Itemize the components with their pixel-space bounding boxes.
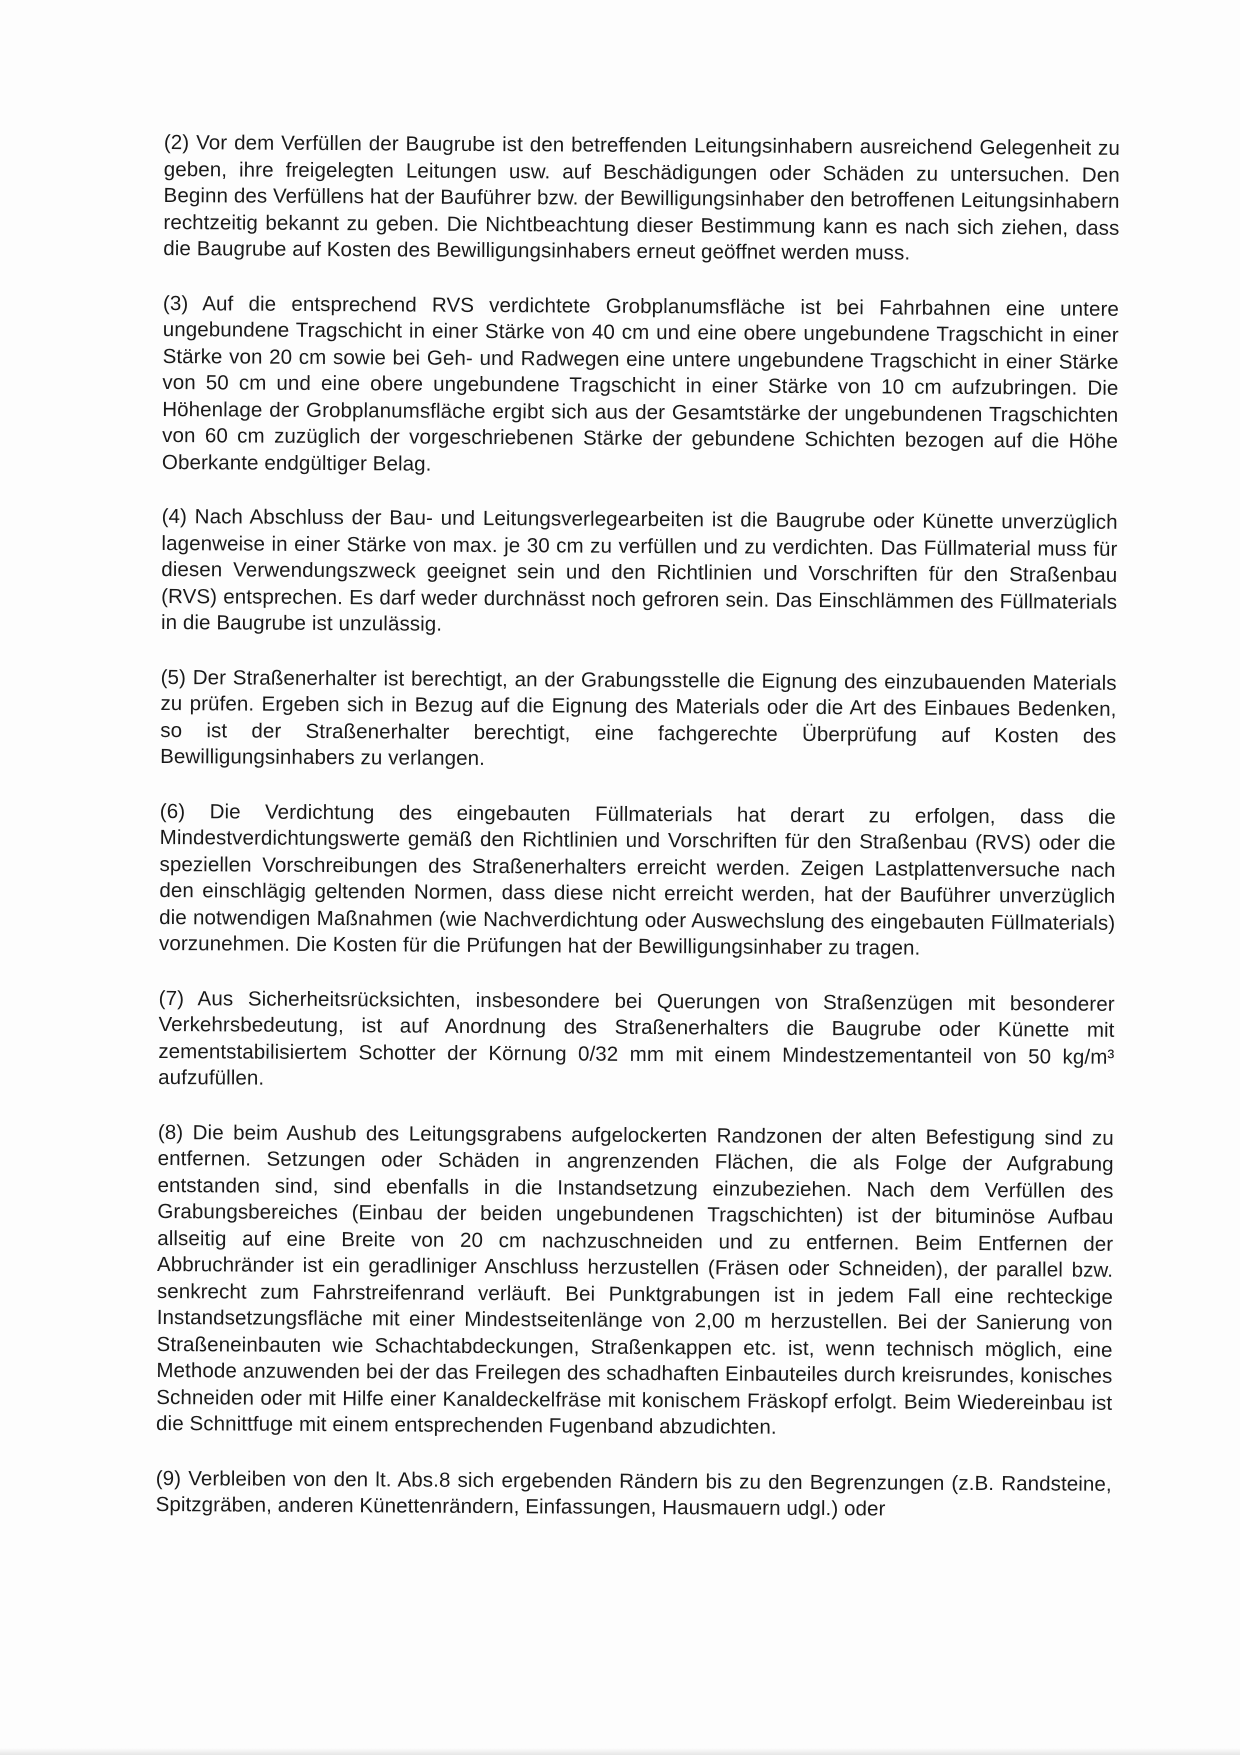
document-body (156, 130, 1120, 1524)
paragraph-3: (3) Auf die entsprechend RVS verdichtete Grobplanumsfläche ist bei Fahrbahnen eine untere ungebundene Tragschicht in einer Stärke von 40 cm und eine obere ungebundene Tragschicht in einer Stärke von 20 cm sowie bei Geh- und Radwegen eine untere ungebundene Tragschicht in einer Stärke von 50 cm und eine obere ungebundene Tragschicht in einer Stärke von 10 cm aufzubringen. Die Höhenlage der Grobplanumsfläche ergibt sich aus der Gesamtstärke der ungebundenen Tragschichten von 60 cm zuzüglich der vorgeschriebenen Stärke der gebundene Schichten bezogen auf die Höhe Oberkante endgültiger Belag. (161, 291, 1119, 476)
paragraph-6: (6) Die Verdichtung des eingebauten Füllmaterials hat derart zu erfolgen, dass die Mindestverdichtungswerte gemäß den Richtlinien und Vorschriften für den Straßenbau (RVS) oder die speziellen Vorschreibungen des Straßenerhalters erreicht werden. Zeigen Lastplattenversuche nach den einschlägig geltenden Normen, dass diese nicht erreicht werden, hat der Bauführer unverzüglich die notwendigen Maßnahmen (wie Nachverdichtung oder Auswechslung des eingebauten Füllmaterials) vorzunehmen. Die Kosten für die Prüfungen hat der Bewilligungsinhaber zu tragen. (158, 799, 1116, 960)
scan-bottom-edge (0, 1748, 1240, 1755)
paragraph-4: (4) Nach Abschluss der Bau- und Leitungsverlegearbeiten ist die Baugrube oder Künette unverzüglich lagenweise in einer Stärke von max. je 30 cm zu verfüllen und zu verdichten. Das Füllmaterial muss für diesen Verwendungszweck geeignet sein und den Richtlinien und Vorschriften für den Straßenbau (RVS) entsprechen. Es darf weder durchnässt noch gefroren sein. Das Einschlämmen des Füllmaterials in die Baugrube ist unzulässig. (160, 504, 1118, 636)
paragraph-7: (7) Aus Sicherheitsrücksichten, insbesondere bei Querungen von Straßenzügen mit besonderer Verkehrsbedeutung, ist auf Anordnung des Straßenerhalters die Baugrube oder Künette mit zementstabilisiertem Schotter der Körnung 0/32 mm mit einem Mindestzementanteil von 50 kg/m³ aufzufüllen. (158, 986, 1115, 1090)
paragraph-2: (2) Vor dem Verfüllen der Baugrube ist den betreffenden Leitungsinhabern ausreichend Gelegenheit zu geben, ihre freigelegten Leitungen usw. auf Beschädigungen oder Schäden zu untersuchen. Den Beginn des Verfüllens hat der Bauführer bzw. der Bewilligungsinhaber den betroffenen Leitungsinhabern rechtzeitig bekannt zu geben. Die Nichtbeachtung dieser Bestimmung kann es nach sich ziehen, dass die Baugrube auf Kosten des Bewilligungsinhabers erneut geöffnet werden muss. (163, 130, 1120, 265)
paragraph-5: (5) Der Straßenerhalter ist berechtigt, an der Grabungsstelle die Eignung des einzubauenden Materials zu prüfen. Ergeben sich in Bezug auf die Eignung des Materials oder die Art des Einbaues Bedenken, so ist der Straßenerhalter berechtigt, eine fachgerechte Überprüfung auf Kosten des Bewilligungsinhabers zu verlangen. (160, 665, 1117, 770)
paragraph-8: (8) Die beim Aushub des Leitungsgrabens aufgelockerten Randzonen der alten Befestigung sind zu entfernen. Setzungen oder Schäden in angrenzenden Flächen, die als Folge der Aufgrabung entstanden sind, sind ebenfalls in die Instandsetzung einzubeziehen. Nach dem Verfüllen des Grabungsbereiches (Einbau der beiden ungebundenen Tragschichten) ist der bituminöse Aufbau allseitig auf eine Breite von 20 cm nachzuschneiden und zu entfernen. Beim Entfernen der Abbruchränder ist ein geradliniger Anschluss herzustellen (Fräsen oder Schneiden), der parallel bzw. senkrecht zum Fahrstreifenrand verläuft. Bei Punktgrabungen ist in jedem Fall eine rechteckige Instandsetzungsfläche mit einer Mindestseitenlänge von 2,00 m herzustellen. Bei der Sanierung von Straßeneinbauten wie Schachtabdeckungen, Straßenkappen etc. ist, wenn technisch möglich, eine Methode anzuwenden bei der das Freilegen des schadhaften Einbauteiles durch kreisrundes, konisches Schneiden oder mit Hilfe einer Kanaldeckelfräse mit konischem Fräskopf erfolgt. Beim Wiedereinbau ist die Schnittfuge mit einem entsprechenden Fugenband abzudichten. (156, 1120, 1114, 1439)
paragraph-9: (9) Verbleiben von den lt. Abs.8 sich ergebenden Rändern bis zu den Begrenzungen (z.B. Randsteine, Spitzgräben, anderen Künettenrändern, Einfassungen, Hausmauern udgl.) oder (155, 1466, 1112, 1521)
